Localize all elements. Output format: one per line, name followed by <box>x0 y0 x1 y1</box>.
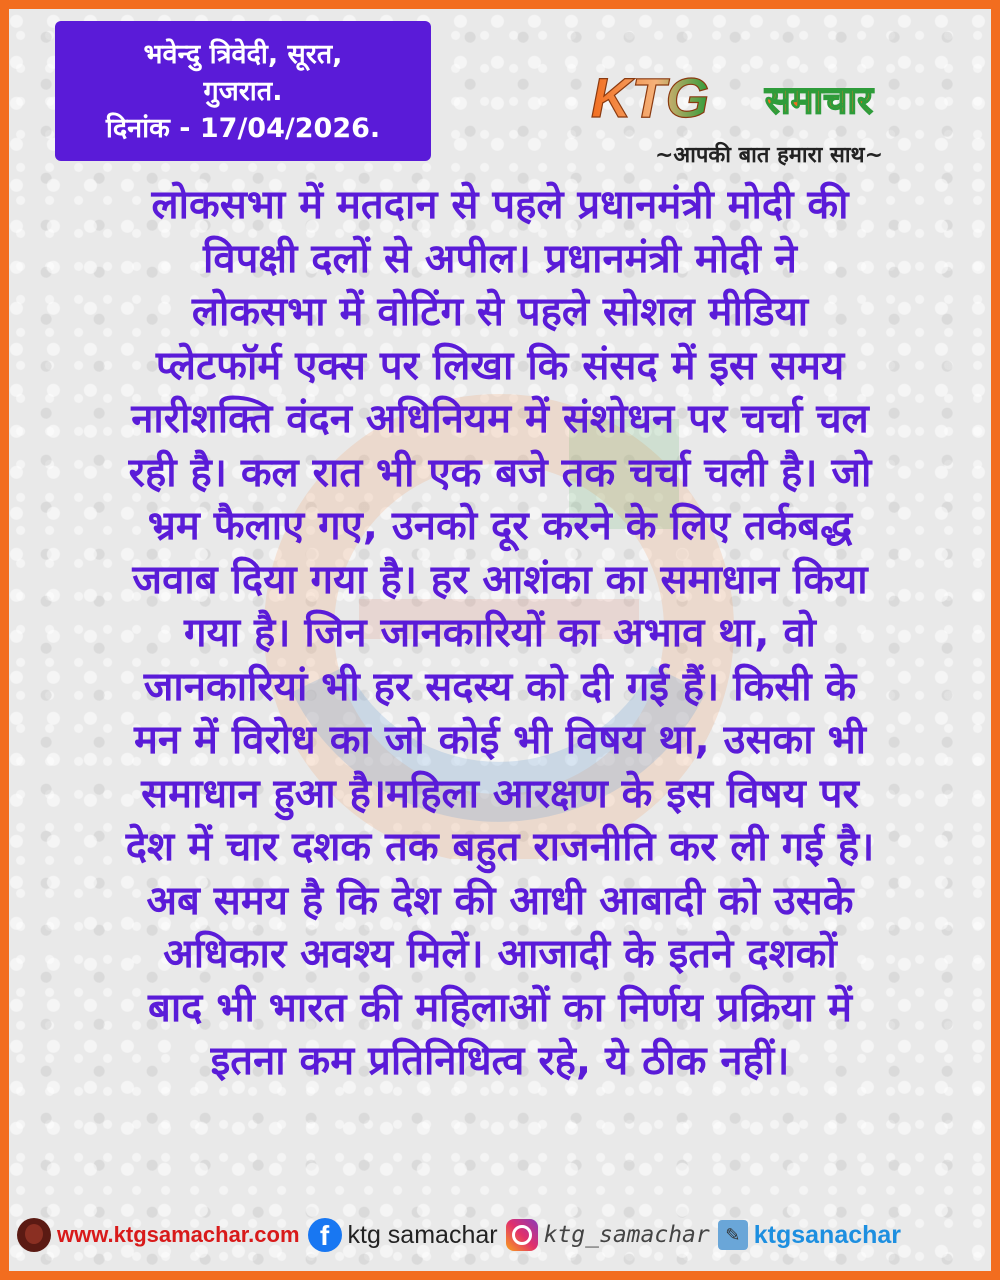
website-text: www.ktgsamachar.com <box>57 1222 300 1247</box>
twitter-link[interactable] <box>718 1220 901 1250</box>
byline-date: दिनांक - 17/04/2026. <box>105 112 381 144</box>
facebook-link[interactable] <box>308 1218 498 1252</box>
article-line: अधिकार अवश्य मिलें। आजादी के इतने दशकों <box>163 931 837 977</box>
article-body <box>19 179 981 1089</box>
website-link[interactable] <box>17 1218 300 1252</box>
article-line: जानकारियां भी हर सदस्य को दी गई हैं। किसी के <box>143 663 857 710</box>
globe-icon <box>17 1218 51 1252</box>
article-line: बाद भी भारत की महिलाओं का निर्णय प्रक्रिया में <box>147 984 852 1031</box>
facebook-text: ktg samachar <box>347 1220 498 1249</box>
article-line: समाधान हुआ है।महिला आरक्षण के इस विषय पर <box>141 770 859 817</box>
twitter-icon: ✎ <box>718 1220 748 1250</box>
twitter-text: ktgsanachar <box>753 1220 902 1249</box>
byline-author: भवेन्दु त्रिवेदी, सूरत, <box>143 38 343 70</box>
byline-box <box>55 21 431 161</box>
article-line: इतना कम प्रतिनिधित्व रहे, ये ठीक नहीं। <box>210 1038 790 1084</box>
ktg-samachar-logo <box>587 67 947 127</box>
article-line: प्लेटफॉर्म एक्स पर लिखा कि संसद में इस समय <box>155 342 845 389</box>
instagram-icon <box>506 1219 538 1251</box>
instagram-text: ktg_samachar <box>543 1222 710 1248</box>
byline-state: गुजरात. <box>203 75 283 107</box>
article-line: अब समय है कि देश की आधी आबादी को उसके <box>146 877 854 924</box>
article-line: मन में विरोध का जो कोई भी विषय था, उसका भी <box>133 717 867 763</box>
article-line: नारीशक्ति वंदन अधिनियम में संशोधन पर चर्चा चल <box>131 396 869 442</box>
article-line: लोकसभा में मतदान से पहले प्रधानमंत्री मोदी की <box>151 182 849 228</box>
logo-word: समाचार <box>765 78 873 122</box>
article-line: जवाब दिया गया है। हर आशंका का समाधान किया <box>132 556 868 603</box>
article-line: गया है। जिन जानकारियों का अभाव था, वो <box>184 610 816 656</box>
article-line: विपक्षी दलों से अपील। प्रधानमंत्री मोदी ने <box>203 235 797 282</box>
article-line: देश में चार दशक तक बहुत राजनीति कर ली गई है। <box>125 824 875 870</box>
social-footer <box>9 1199 991 1271</box>
article-line: भ्रम फैलाए गए, उनको दूर करने के लिए तर्कबद्ध <box>147 503 853 549</box>
facebook-icon: f <box>308 1218 342 1252</box>
instagram-link[interactable] <box>506 1219 710 1251</box>
article-line: लोकसभा में वोटिंग से पहले सोशल मीडिया <box>191 289 809 335</box>
logo-brand: KTG <box>591 67 710 127</box>
logo-tagline: ~आपकी बात हमारा साथ~ <box>654 143 884 168</box>
article-line: रही है। कल रात भी एक बजे तक चर्चा चली है। जो <box>128 449 872 496</box>
